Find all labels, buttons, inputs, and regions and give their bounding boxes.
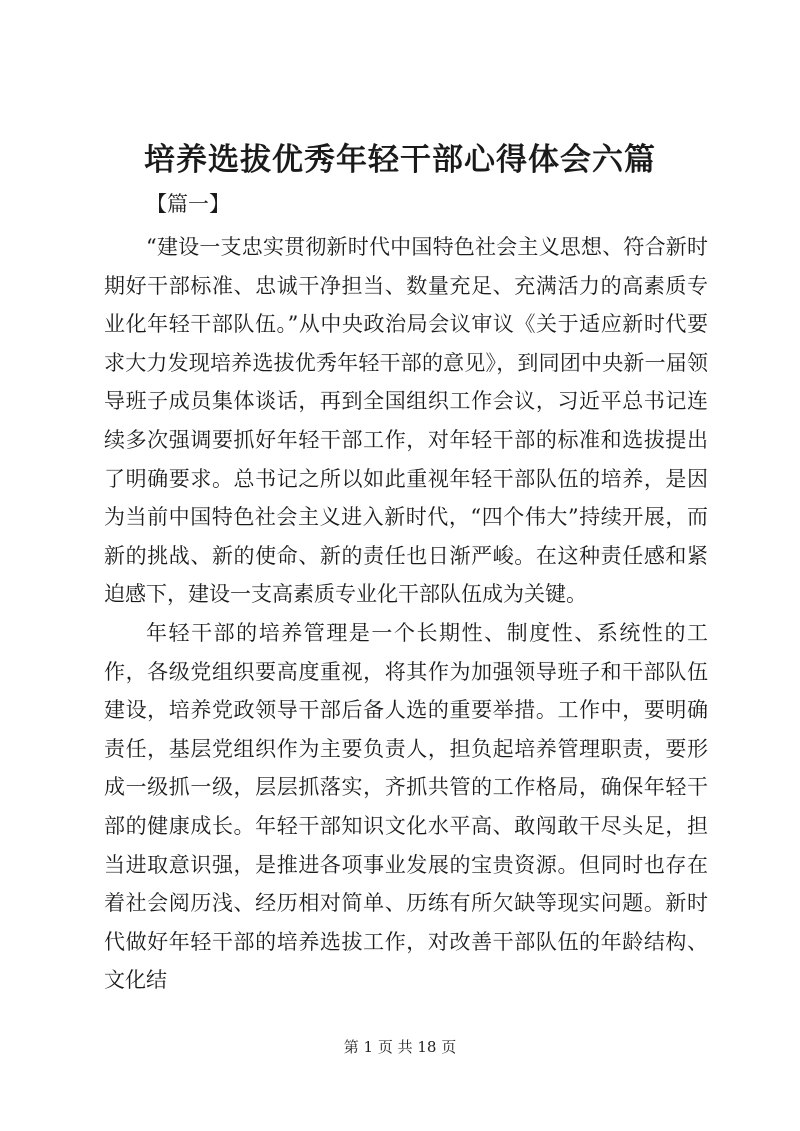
paragraph: “建设一支忠实贯彻新时代中国特色社会主义思想、符合新时期好干部标准、忠诚干净担当、数量充足、充满活力的高素质专业化年轻干部队伍。”从中央政治局会议审议《关于适应新时代要求大力发现培养选拔优秀年轻干部的意见》，到同团中央新一届领导班子成员集体谈话，再到全国组织工作会议，习近平总书记连续多次强调要抓好年轻干部工作，对年轻干部的标准和选拔提出了明确要求。总书记之所以如此重视年轻干部队伍的培养，是因为当前中国特色社会主义进入新时代，“四个伟大”持续开展，而新的挑战、新的使命、新的责任也日渐严峻。在这种责任感和紧迫感下，建设一支高素质专业化干部队伍成为关键。 bbox=[104, 235, 708, 607]
document-body bbox=[104, 228, 708, 1000]
section-label: 【篇一】 bbox=[146, 192, 230, 216]
document-title: 培养选拔优秀年轻干部心得体会六篇 bbox=[144, 142, 656, 178]
paragraph: 年轻干部的培养管理是一个长期性、制度性、系统性的工作，各级党组织要高度重视，将其作为加强领导班子和干部队伍建设，培养党政领导干部后备人选的重要举措。工作中，要明确责任，基层党组织作为主要负责人，担负起培养管理职责，要形成一级抓一级，层层抓落实，齐抓共管的工作格局，确保年轻干部的健康成长。年轻干部知识文化水平高、敢闯敢干尽头足，担当进取意识强，是推进各项事业发展的宝贵资源。但同时也存在着社会阅历浅、经历相对简单、历练有所欠缺等现实问题。新时代做好年轻干部的培养选拔工作，对改善干部队伍的年龄结构、文化结 bbox=[104, 620, 708, 993]
page-footer: 第 1 页 共 18 页 bbox=[343, 1038, 457, 1056]
